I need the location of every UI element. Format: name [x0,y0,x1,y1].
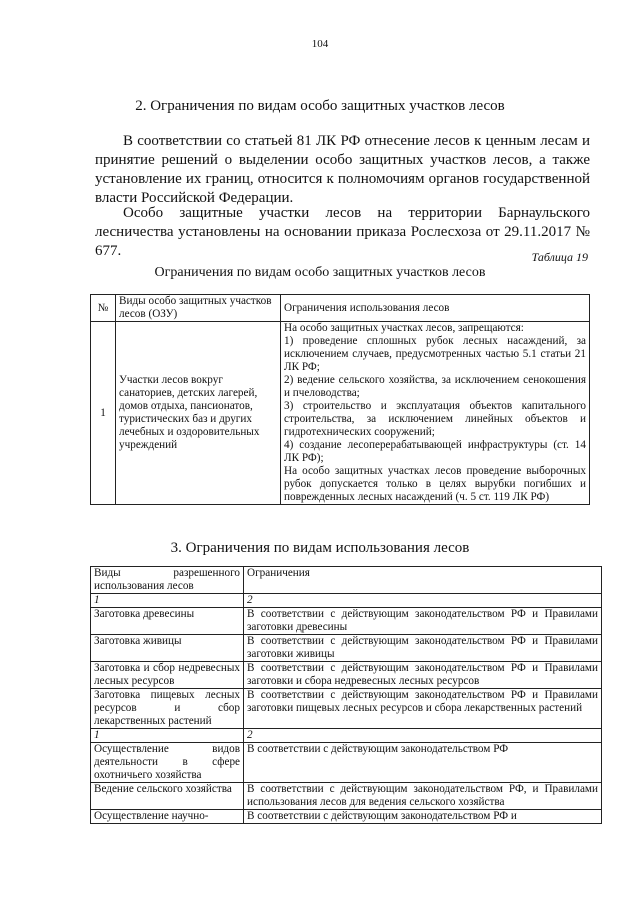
header-ozu-type: Виды особо защитных участков лесов (ОЗУ) [116,295,281,322]
table-title: Ограничения по видам особо защитных участков лесов [154,265,486,280]
restriction-line: На особо защитных участках лесов, запрещаются: [284,322,524,334]
column-number-row [91,729,602,743]
header-num: № [91,295,116,322]
row-ozu-type: Участки лесов вокруг санаториев, детских лагерей, домов отдыха, пансионатов, туристических баз и других лечебных и оздоровительных учреждений [116,322,281,505]
table-row [91,743,602,783]
table-row [91,635,602,662]
forest-use-restrictions-table [90,566,602,824]
restriction-line: На особо защитных участках лесов проведение выборочных рубок допускается только в целях вырубки погибших и поврежденных лесных насаждений (ч. 5 ст. 119 ЛК РФ) [284,465,586,503]
use-limit: В соответствии с действующим законодательством РФ и Правилами заготовки и сбора недревесных лесных ресурсов [244,662,602,689]
col-num-1: 1 [91,594,244,608]
table-row [91,689,602,729]
header-restrictions: Ограничения использования лесов [281,295,590,322]
header-use-type: Виды разрешенного использования лесов [91,567,244,594]
table-row [91,810,602,824]
use-limit: В соответствии с действующим законодательством РФ, и Правилами использования лесов для ведения сельского хозяйства [244,783,602,810]
col-num-2: 2 [244,729,602,743]
use-type: Заготовка древесины [91,608,244,635]
use-limit: В соответствии с действующим законодательством РФ и [244,810,602,824]
restriction-line: 1) проведение сплошных рубок лесных насаждений, за исключением случаев, предусмотренных частью 5.1 статьи 21 ЛК РФ; [284,335,586,373]
use-type: Заготовка пищевых лесных ресурсов и сбор лекарственных растений [91,689,244,729]
restriction-line: 4) создание лесоперерабатывающей инфраструктуры (ст. 14 ЛК РФ); [284,439,586,464]
col-num-2: 2 [244,594,602,608]
col-num-1: 1 [91,729,244,743]
use-type: Ведение сельского хозяйства [91,783,244,810]
section2-paragraph-1: В соответствии со статьей 81 ЛК РФ отнесение лесов к ценным лесам и принятие решений о выделении особо защитных участков лесов, а также установление их границ, относится к полномочиям органов государственной власти Российской Федерации. [95,133,590,206]
use-type: Заготовка и сбор недревесных лесных ресурсов [91,662,244,689]
table-row [91,662,602,689]
table-header-row [91,295,590,322]
section2-paragraph-2: Особо защитные участки лесов на территории Барнаульского лесничества установлены на основании приказа Рослесхоза от 29.11.2017 № 677. [95,205,590,259]
use-limit: В соответствии с действующим законодательством РФ и Правилами заготовки древесины [244,608,602,635]
table-caption: Таблица 19 [531,250,588,264]
table-row [91,322,590,505]
use-type: Заготовка живицы [91,635,244,662]
table-row [91,783,602,810]
row-restrictions [281,322,590,505]
use-type: Осуществление видов деятельности в сфере охотничьего хозяйства [91,743,244,783]
restriction-line: 3) строительство и эксплуатация объектов капитального строительства, за исключением линейных объектов и гидротехнических сооружений; [284,400,586,438]
table-header-row [91,567,602,594]
restriction-line: 2) ведение сельского хозяйства, за исключением сенокошения и пчеловодства; [284,374,586,399]
table-row [91,608,602,635]
section3-heading: 3. Ограничения по видам использования лесов [170,540,470,556]
use-type: Осуществление научно- [91,810,244,824]
use-limit: В соответствии с действующим законодательством РФ [244,743,602,783]
section2-heading: 2. Ограничения по видам особо защитных участков лесов [135,98,505,114]
column-number-row [91,594,602,608]
row-num: 1 [91,322,116,505]
ozu-restrictions-table [90,294,590,505]
page-number: 104 [311,38,329,50]
use-limit: В соответствии с действующим законодательством РФ и Правилами заготовки пищевых лесных ресурсов и сбора лекарственных растений [244,689,602,729]
header-limits: Ограничения [244,567,602,594]
use-limit: В соответствии с действующим законодательством РФ и Правилами заготовки живицы [244,635,602,662]
